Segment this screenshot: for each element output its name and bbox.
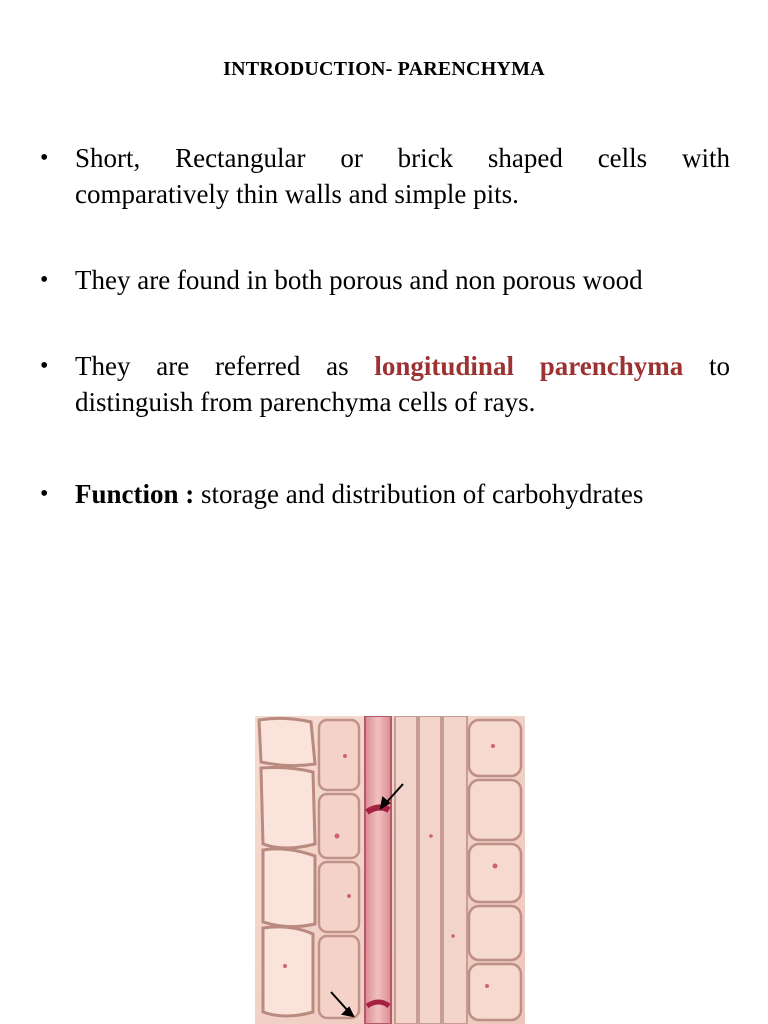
bullet-dot: • — [40, 353, 49, 379]
micrograph-svg — [255, 716, 525, 1024]
bullet-3-suffix: to — [708, 351, 730, 381]
bullet-item-referred-as — [40, 348, 730, 420]
bullet-dot: • — [40, 267, 49, 293]
left-cell-column — [259, 718, 315, 1016]
function-label: Function : — [75, 479, 202, 509]
bullet-list — [40, 140, 730, 512]
bullet-dot: • — [40, 145, 49, 171]
bullet-item-cell-shape — [40, 140, 730, 212]
bullet-1-line-2: comparatively thin walls and simple pits. — [75, 179, 519, 209]
bullet-item-function — [40, 476, 730, 512]
bullet-1-line-1: Short, Rectangular or brick shaped cells with — [75, 143, 730, 173]
bullet-3-line-1 — [75, 348, 730, 384]
far-right-cells — [469, 720, 521, 1020]
bullet-2-text: They are found in both porous and non porous wood — [75, 265, 643, 295]
second-cell-column — [319, 720, 359, 1018]
slide-title: INTRODUCTION- PARENCHYMA — [223, 58, 545, 80]
bullet-3-prefix: They are referred as — [75, 351, 375, 381]
function-text: storage and distribution of carbohydrates — [201, 479, 644, 509]
highlight-term: longitudinal parenchyma — [374, 351, 684, 381]
right-fiber-group — [395, 716, 467, 1024]
vessel-element — [365, 716, 391, 1024]
parenchyma-micrograph — [255, 716, 525, 1024]
bullet-dot: • — [40, 481, 49, 507]
bullet-3-line-2: distinguish from parenchyma cells of rays. — [75, 387, 536, 417]
bullet-item-found-in — [40, 262, 730, 298]
